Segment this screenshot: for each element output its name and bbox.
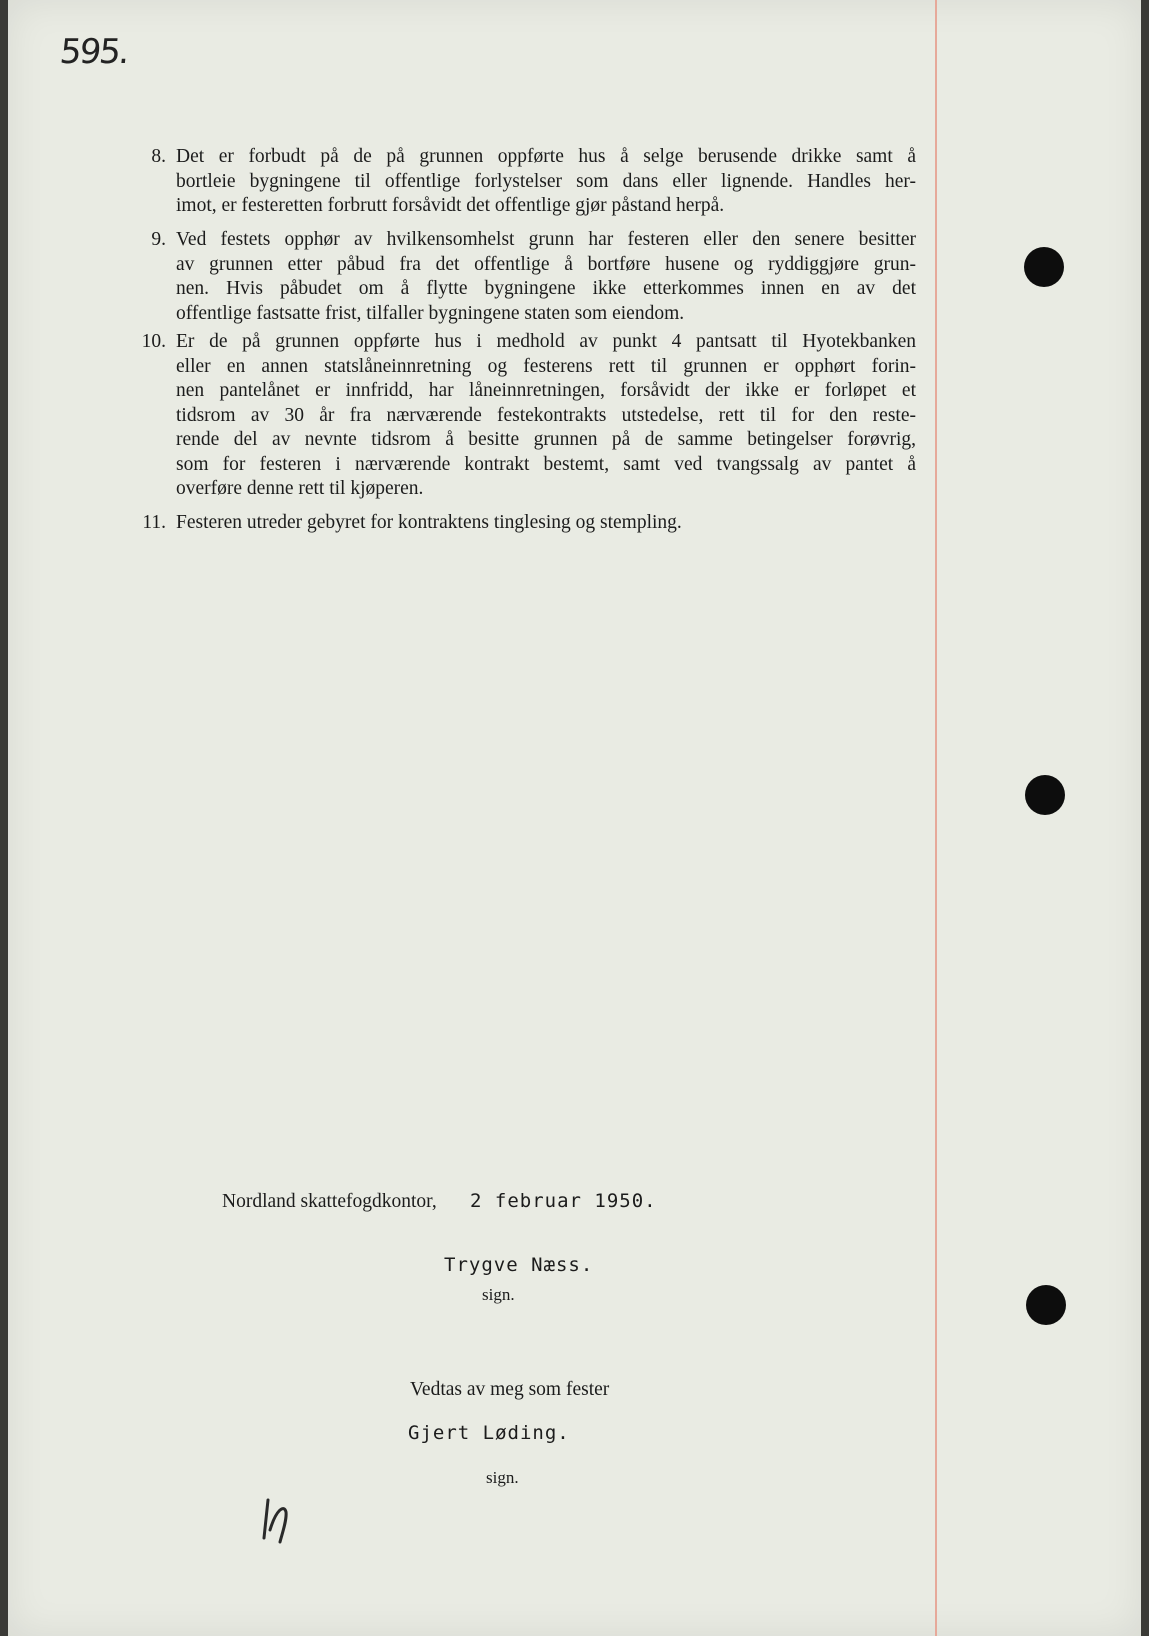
text-line: som for festeren i nærværende kontrakt bestemt, samt ved tvangssalg av pantet å [176,453,916,475]
item-text [176,228,916,326]
text-line: eller en annen statslåneinnretning og festerens rett til grunnen er opphørt forin- [176,355,916,377]
punch-hole [1026,1285,1066,1325]
acceptance-line: Vedtas av meg som fester [410,1379,610,1400]
text-line: Ved festets opphør av hvilkensomhelst grunn har festeren eller den senere besitter [176,229,916,250]
text-line: imot, er festeretten forbrutt forsåvidt det offentlige gjør påstand herpå. [176,195,725,216]
item-text [176,330,916,502]
text-line: nen. Hvis påbudet om å flytte bygningene ikke etterkommes innen en av det [176,278,916,299]
item-number: 11. [142,512,166,533]
date: 2 februar 1950. [470,1190,657,1212]
page-number: 595. [57,32,130,72]
text-line: Det er forbudt på de på grunnen oppførte hus å selge berusende drikke samt å [176,146,916,167]
signer-1: Trygve Næss. [444,1254,594,1276]
text-line: offentlige fastsatte frist, tilfaller bygningene staten som eiendom. [176,302,685,324]
item-text [176,145,916,219]
text-line: rende del av nevnte tidsrom å besitte grunnen på de samme betingelser forøvrig, [176,429,916,450]
text-line: tidsrom av 30 år fra nærværende festekontrakts utstedelse, rett til for den reste- [176,404,916,426]
margin-line [935,0,937,1636]
item-text [176,511,916,536]
sign-label-1: sign. [482,1285,515,1304]
item-number: 9. [151,229,166,250]
item-number: 10. [141,331,166,352]
text-line: bortleie bygningene til offentlige forlystelser som dans eller lignende. Handles her- [176,170,916,192]
sign-label-2: sign. [486,1468,519,1487]
handwritten-initials [256,1490,316,1550]
text-line: av grunnen etter påbud fra det offentlige å bortføre husene og ryddiggjøre grun- [176,253,916,275]
document-page [8,0,1141,1636]
text-line: Er de på grunnen oppførte hus i medhold av punkt 4 pantsatt til Hyotekbanken [176,331,916,352]
text-line: Festeren utreder gebyret for kontraktens tinglesing og stempling. [176,512,682,533]
punch-hole [1025,775,1065,815]
office-line: Nordland skattefogdkontor, [222,1191,437,1212]
bleed-through [133,860,913,1210]
item-number: 8. [151,146,166,167]
punch-hole [1024,247,1064,287]
text-line: nen pantelånet er innfridd, har låneinnretningen, forsåvidt der ikke er forløpet et [176,380,916,401]
signer-2: Gjert Løding. [408,1422,570,1444]
text-line: overføre denne rett til kjøperen. [176,478,424,499]
